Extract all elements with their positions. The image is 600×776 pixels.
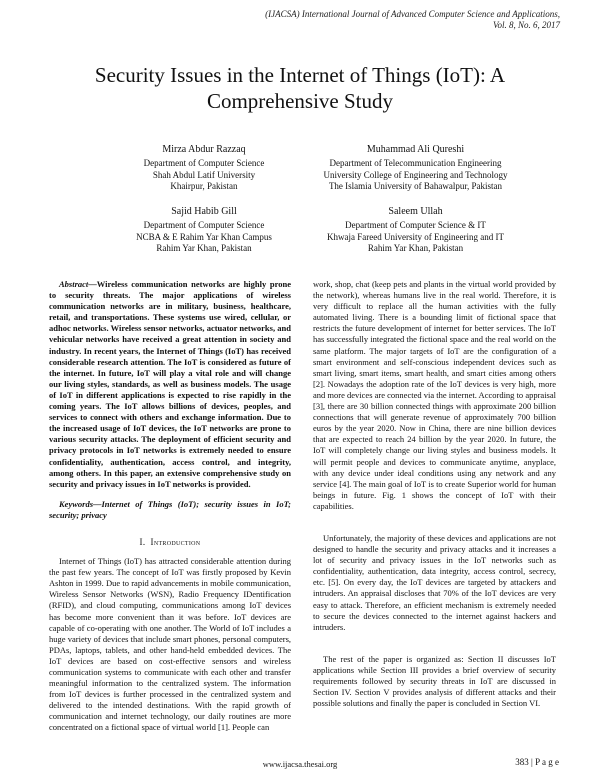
- intro-paragraph-1-cont: work, shop, chat (keep pets and plants in the virtual world provided by the network), whereas humans live in the real world. Therefore, it is very difficult to replace all the human activities with the fully automated living. There is a bounding limit of fictional space that restricts the future development of internet for better services. The IoT has successfully integrated the fictional space and the real world on the same platform. The major targets of IoT are the configuration of a smart environment and self-conscious independent devices such as smart living, smart items, smart health, and smart cities among others [2]. Nowadays the adoption rate of the IoT devices is very high, more and more devices are connected via the internet. According to appraisal [3], there are 30 billion connected things with approximate 200 billion connections that will generate revenue of approximately 700 billion euros by the year 2020. Now in China, there are nine billion devices that are expected to reach 24 billion by the year 2020. In future, the IoT will completely change our living styles and business models. It will permit people and devices to communicate anytime, anyplace, with any device under ideal conditions using any network and any service [4]. The main goal of IoT is to create Superior world for human beings in future. Fig. 1 shows the concept of IoT with their capabilities.: [313, 279, 556, 511]
- author-location: Rahim Yar Khan, Pakistan: [367, 243, 464, 253]
- author-name: Sajid Habib Gill: [171, 206, 237, 217]
- section-heading: [49, 537, 291, 548]
- abstract: [49, 279, 291, 490]
- title-line-1: Security Issues in the Internet of Things (IoT): A: [94, 63, 506, 87]
- paper-title: [30, 62, 570, 114]
- title-line-2: Comprehensive Study: [206, 89, 394, 113]
- intro-paragraph-2: Unfortunately, the majority of these devices and applications are not designed to handle the security and privacy attacks and it increases a lot of security and privacy issues in the IoT networks such as confidentiality, authentication, data integrity, access control, secrecy, etc. [5]. On every day, the IoT devices are targeted by attackers and intruders. An appraisal discloses that 70% of the IoT devices are very easy to attack. Therefore, an efficient mechanism is extremely needed to secure the devices connected to the internet against hackers and intruders.: [313, 532, 556, 632]
- footer-url: www.ijacsa.thesai.org: [262, 759, 338, 769]
- author-block-2: [278, 143, 553, 193]
- right-column: [313, 279, 556, 709]
- intro-paragraph-3: The rest of the paper is organized as: Section II discusses IoT applications while Section III provides a brief overview of security requirements followed by security threats in IoT are discussed in Section IV. Section V provides analysis of different attacks and their possible solutions and finally the paper is concluded in Section VI.: [313, 653, 556, 709]
- author-institution: NCBA & E Rahim Yar Khan Campus: [136, 231, 272, 242]
- author-department: Department of Computer Science: [143, 158, 265, 168]
- section-title: Introduction: [150, 536, 201, 547]
- left-column: [49, 279, 291, 734]
- author-location: The Islamia University of Bahawalpur, Pakistan: [328, 181, 503, 191]
- author-location: Rahim Yar Khan, Pakistan: [156, 243, 252, 253]
- author-name: Mirza Abdur Razzaq: [162, 144, 246, 155]
- journal-name: (IJACSA) International Journal of Advanced Computer Science and Applications,: [265, 9, 560, 19]
- author-department: Department of Computer Science: [143, 220, 265, 230]
- author-institution: University College of Engineering and Technology: [323, 169, 508, 180]
- abstract-label: Abstract: [59, 279, 89, 289]
- keywords: [49, 499, 291, 521]
- section-number: I.: [139, 536, 146, 547]
- intro-paragraph-1: Internet of Things (IoT) has attracted considerable attention during the past few years. The concept of IoT was firstly proposed by Kevin Ashton in 1999. Due to rapid advancements in mobile communication, Wireless Sensor Networks (WSN), Radio Frequency IDentification (RFID), and cloud computing, communications among IoT devices has become more convenient than it was before. IoT devices are capable of co-operating with one another. The World of IoT includes a huge variety of devices that include smart phones, personal computers, PDAs, laptops, tablets, and other hand-held embedded devices. The IoT devices are based on cost-effective sensors and wireless communication systems to communicate with each other and transfer meaningful information to the centralized system. The information from IoT devices is further processed in the centralized system and delivered to the intended destinations. With the rapid growth of communication and internet technology, our daily routines are more concentrated on a fictional space of virtual world [1]. People can: [49, 556, 291, 733]
- author-location: Khairpur, Pakistan: [170, 181, 238, 191]
- author-block-4: [278, 205, 553, 255]
- journal-volume: Vol. 8, No. 6, 2017: [492, 20, 560, 30]
- author-institution: Khwaja Fareed University of Engineering and IT: [327, 231, 504, 242]
- author-institution: Shah Abdul Latif University: [152, 169, 256, 180]
- keywords-label: Keywords: [59, 498, 93, 509]
- author-department: Department of Computer Science & IT: [345, 220, 486, 230]
- author-name: Saleem Ullah: [388, 206, 443, 217]
- page-number: 383 | P a g e: [515, 757, 559, 767]
- author-name: Muhammad Ali Qureshi: [366, 144, 465, 155]
- author-department: Department of Telecommunication Engineering: [329, 158, 502, 168]
- keywords-text: —Internet of Things (IoT); security issues in IoT; security; privacy: [49, 498, 291, 520]
- abstract-text: —Wireless communication networks are highly prone to security threats. The major applications of wireless communication networks are in military, business, healthcare, retail, and transportations. These systems use wired, cellular, or adhoc networks. Wireless sensor networks, actuator networks, and vehicular networks have received a great attention in society and industry. In recent years, the Internet of Things (IoT) has received considerable research attention. The IoT is considered as future of the internet. In future, IoT will play a vital role and will change our living styles, standards, as well as business models. The usage of IoT in different applications is expected to rise rapidly in the coming years. The IoT allows billions of devices, peoples, and services to connect with others and exchange information. Due to the increased usage of IoT devices, the IoT networks are prone to various security attacks. The deployment of efficient security and privacy protocols in IoT networks is extremely needed to ensure confidentiality, authentication, access control, and integrity, among others. In this paper, an extensive comprehensive study on security and privacy issues in IoT networks is provided.: [49, 279, 291, 489]
- journal-header: [160, 9, 560, 31]
